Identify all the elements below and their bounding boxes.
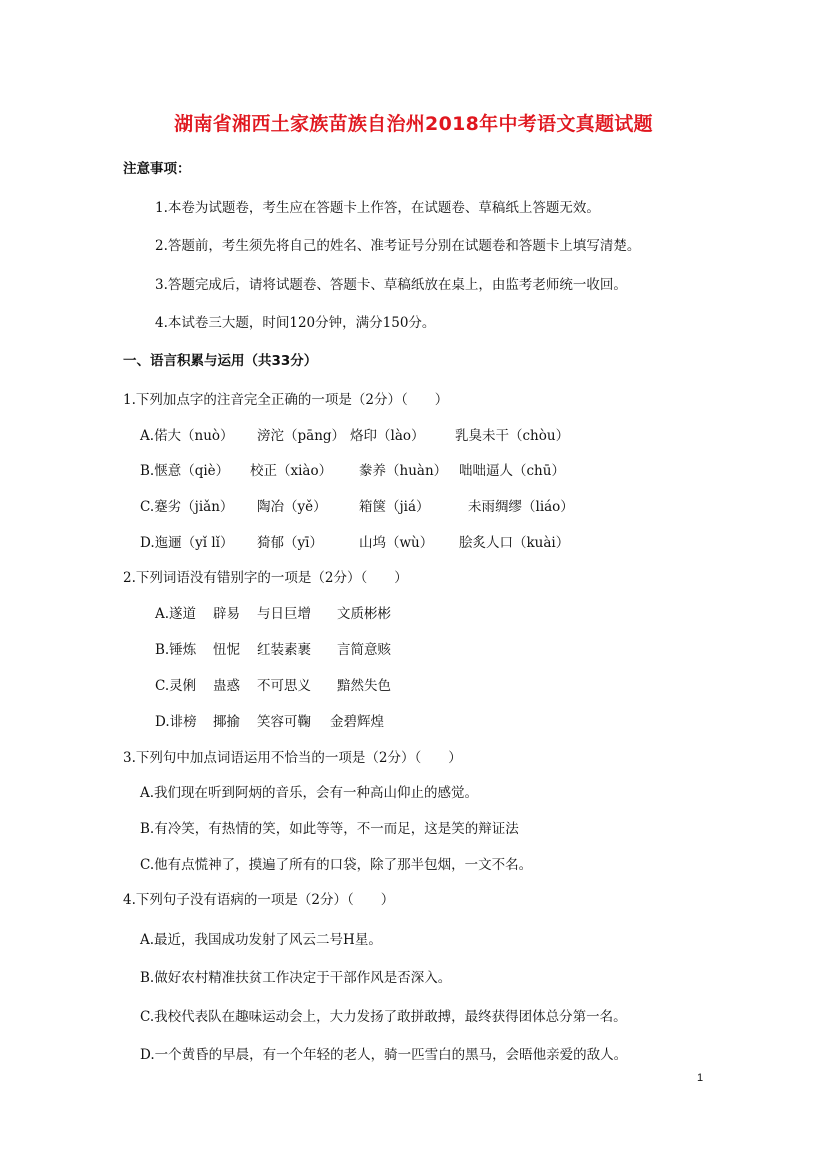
exam-page: 湖南省湘西土家族苗族自治州2018年中考语文真题试题 注意事项： 1.本卷为试题卷，考生应在答题卡上作答，在试题卷、草稿纸上答题无效。 2.答题前，考生须先将自己的姓名、准考证号分别在试题卷和答题卡上填写清楚。 3.答题完成后，请将试题卷、答题卡、草稿纸放在桌上，由监考老师统一收回。 4.本试卷三大题，时间120分钟，满分150分。 一、语言积累与运用（共33分） 1.下列加点字的注音完全正确的一项是（2分）（ ） A.偌大（nuò） 滂沱（pāng） 烙印（lào） 乳臭未干（chòu） B.惬意（qiè） 校正（xiào） 豢养（huàn） 咄咄逼人（chū） C.蹇劣（jiǎn） 陶冶（yě） 箱箧（jiá） 未雨绸缪（liáo） D.迤逦（yǐ lǐ） 猗郁（yī） 山坞（wù） 脍炙人口（kuài） 2.下列词语没有错别字的一项是（2分）（ ） A.遂道 辟易 与日巨增 文质彬彬 B.锤炼 忸怩 红装素裹 言简意赅 C.灵俐 蛊惑 不可思义 黯然失色 D.诽榜 揶揄 笑容可鞠 金碧辉煌 3.下列句中加点词语运用不恰当的一项是（2分）（ ） A.我们现在听到阿炳的音乐，会有一种高山仰止的感觉。 B.有冷笑，有热情的笑，如此等等，不一而足，这是笑的辩证法 C.他有点慌神了，摸遍了所有的口袋，除了那半包烟，一文不名。 4.下列句子没有语病的一项是（2分）（ ） A.最近，我国成功发射了风云二号H星。 B.做好农村精准扶贫工作决定于干部作风是否深入。 C.我校代表队在趣味运动会上，大力发扬了敢拼敢搏，最终获得团体总分第一名。 D.一个黄昏的早晨，有一个年轻的老人，骑一匹雪白的黑马，会晤他亲爱的敌人。 1 [0, 0, 827, 1169]
q4-option-a: A.最近，我国成功发射了风云二号H星。 [140, 932, 382, 948]
q3-option-c: C.他有点慌神了，摸遍了所有的口袋，除了那半包烟，一文不名。 [140, 857, 533, 873]
page-number: 1 [697, 1072, 704, 1084]
q1-stem: 1.下列加点字的注音完全正确的一项是（2分）（ ） [123, 392, 449, 408]
q4-option-b: B.做好农村精准扶贫工作决定于干部作风是否深入。 [140, 970, 452, 986]
section-heading: 一、语言积累与运用（共33分） [123, 353, 318, 369]
note-4: 4.本试卷三大题，时间120分钟，满分150分。 [155, 315, 436, 331]
q4-option-d: D.一个黄昏的早晨，有一个年轻的老人，骑一匹雪白的黑马，会晤他亲爱的敌人。 [140, 1047, 628, 1063]
note-3: 3.答题完成后，请将试题卷、答题卡、草稿纸放在桌上，由监考老师统一收回。 [155, 277, 627, 293]
q2-stem: 2.下列词语没有错别字的一项是（2分）（ ） [123, 570, 408, 586]
page-title: 湖南省湘西土家族苗族自治州2018年中考语文真题试题 [174, 113, 653, 135]
note-2: 2.答题前，考生须先将自己的姓名、准考证号分别在试题卷和答题卡上填写清楚。 [155, 238, 641, 254]
q4-option-c: C.我校代表队在趣味运动会上，大力发扬了敢拼敢搏，最终获得团体总分第一名。 [140, 1009, 627, 1025]
notes-heading: 注意事项： [123, 161, 191, 177]
note-1: 1.本卷为试题卷，考生应在答题卡上作答，在试题卷、草稿纸上答题无效。 [155, 200, 600, 216]
q3-option-a: A.我们现在听到阿炳的音乐，会有一种高山仰止的感觉。 [140, 785, 479, 801]
q3-stem: 3.下列句中加点词语运用不恰当的一项是（2分）（ ） [123, 750, 462, 766]
q4-stem: 4.下列句子没有语病的一项是（2分）（ ） [123, 892, 395, 908]
q3-option-b: B.有冷笑，有热情的笑，如此等等，不一而足，这是笑的辩证法 [140, 821, 519, 837]
